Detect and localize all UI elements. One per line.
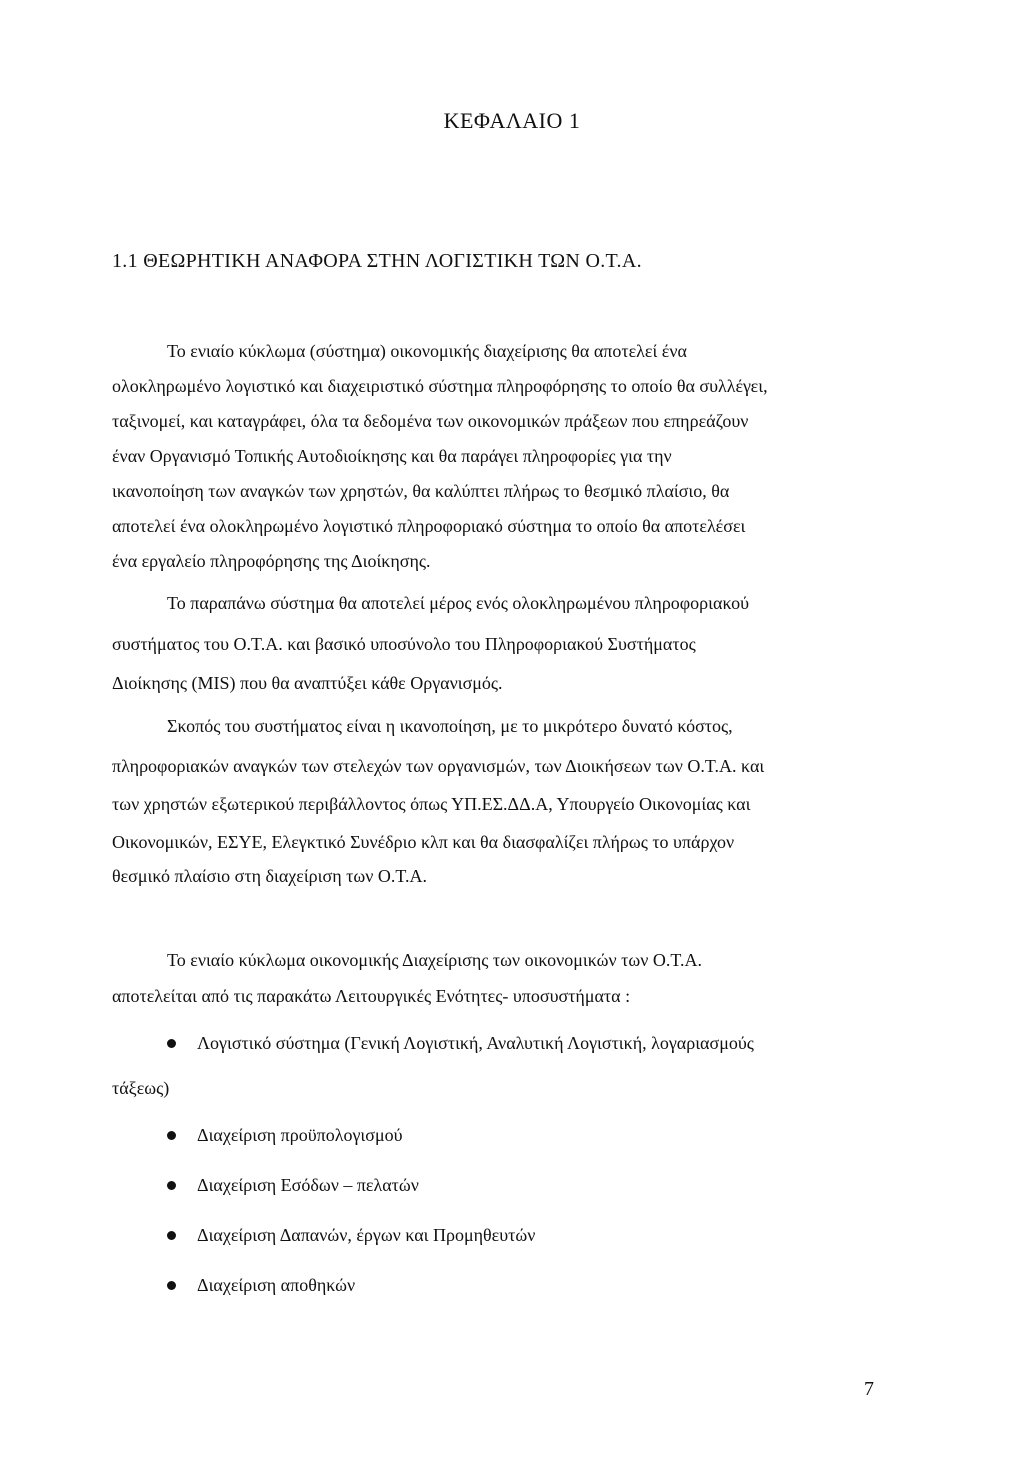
paragraph-line: ταξινομεί, και καταγράφει, όλα τα δεδομένα των οικονομικών πράξεων που επηρεάζουν xyxy=(112,411,749,431)
bullet-icon xyxy=(167,1181,176,1190)
list-item-text: Διαχείριση Εσόδων – πελατών xyxy=(197,1175,419,1195)
list-item-text: Διαχείριση προϋπολογισμού xyxy=(197,1125,403,1145)
list-item-text: Λογιστικό σύστημα (Γενική Λογιστική, Αναλυτική Λογιστική, λογαριασμούς xyxy=(197,1033,754,1053)
paragraph-line: αποτελείται από τις παρακάτω Λειτουργικές Ενότητες- υποσυστήματα : xyxy=(112,986,631,1006)
paragraph-line: θεσμικό πλαίσιο στη διαχείριση των Ο.Τ.Α. xyxy=(112,866,427,886)
bullet-icon xyxy=(167,1231,176,1240)
paragraph-line: αποτελεί ένα ολοκληρωμένο λογιστικό πληροφοριακό σύστημα το οποίο θα αποτελέσει xyxy=(112,516,746,536)
paragraph-line: Διοίκησης (MIS) που θα αναπτύξει κάθε Οργανισμός. xyxy=(112,673,503,693)
bullet-icon xyxy=(167,1131,176,1140)
list-item-text: Διαχείριση Δαπανών, έργων και Προμηθευτών xyxy=(197,1225,536,1245)
paragraph-line: ολοκληρωμένο λογιστικό και διαχειριστικό σύστημα πληροφόρησης το οποίο θα συλλέγει, xyxy=(112,376,768,396)
bullet-icon xyxy=(167,1039,176,1048)
paragraph-line: Σκοπός του συστήματος είναι η ικανοποίηση, με το μικρότερο δυνατό κόστος, xyxy=(167,716,733,736)
paragraph-line: πληροφοριακών αναγκών των στελεχών των οργανισμών, των Διοικήσεων των Ο.Τ.Α. και xyxy=(112,756,765,776)
paragraph-line: έναν Οργανισμό Τοπικής Αυτοδιοίκησης και θα παράγει πληροφορίες για την xyxy=(112,446,672,466)
paragraph-line: Οικονομικών, ΕΣΥΕ, Ελεγκτικό Συνέδριο κλπ και θα διασφαλίζει πλήρως το υπάρχον xyxy=(112,832,735,852)
paragraph-line: συστήματος του Ο.Τ.Α. και βασικό υποσύνολο του Πληροφοριακού Συστήματος xyxy=(112,634,696,654)
page-number: 7 xyxy=(864,1378,874,1400)
bullet-icon xyxy=(167,1281,176,1290)
paragraph-line: ένα εργαλείο πληροφόρησης της Διοίκησης. xyxy=(112,551,431,571)
paragraph-line: ικανοποίηση των αναγκών των χρηστών, θα καλύπτει πλήρως το θεσμικό πλαίσιο, θα xyxy=(112,481,730,501)
paragraph-line: Το παραπάνω σύστημα θα αποτελεί μέρος ενός ολοκληρωμένου πληροφοριακού xyxy=(167,593,750,613)
paragraph-line: Το ενιαίο κύκλωμα (σύστημα) οικονομικής διαχείρισης θα αποτελεί ένα xyxy=(167,341,687,361)
list-item-text: Διαχείριση αποθηκών xyxy=(197,1275,356,1295)
paragraph-line: των χρηστών εξωτερικού περιβάλλοντος όπως ΥΠ.ΕΣ.ΔΔ.Α, Υπουργείο Οικονομίας και xyxy=(112,794,751,814)
paragraph-line: Το ενιαίο κύκλωμα οικονομικής Διαχείρισης των οικονομικών των Ο.Τ.Α. xyxy=(167,950,702,970)
section-heading: 1.1 ΘΕΩΡΗΤΙΚΗ ΑΝΑΦΟΡΑ ΣΤΗΝ ΛΟΓΙΣΤΙΚΗ ΤΩΝ Ο.Τ.Α. xyxy=(112,250,642,272)
list-item-continuation: τάξεως) xyxy=(112,1078,170,1098)
chapter-title: ΚΕΦΑΛΑΙΟ 1 xyxy=(443,108,581,133)
